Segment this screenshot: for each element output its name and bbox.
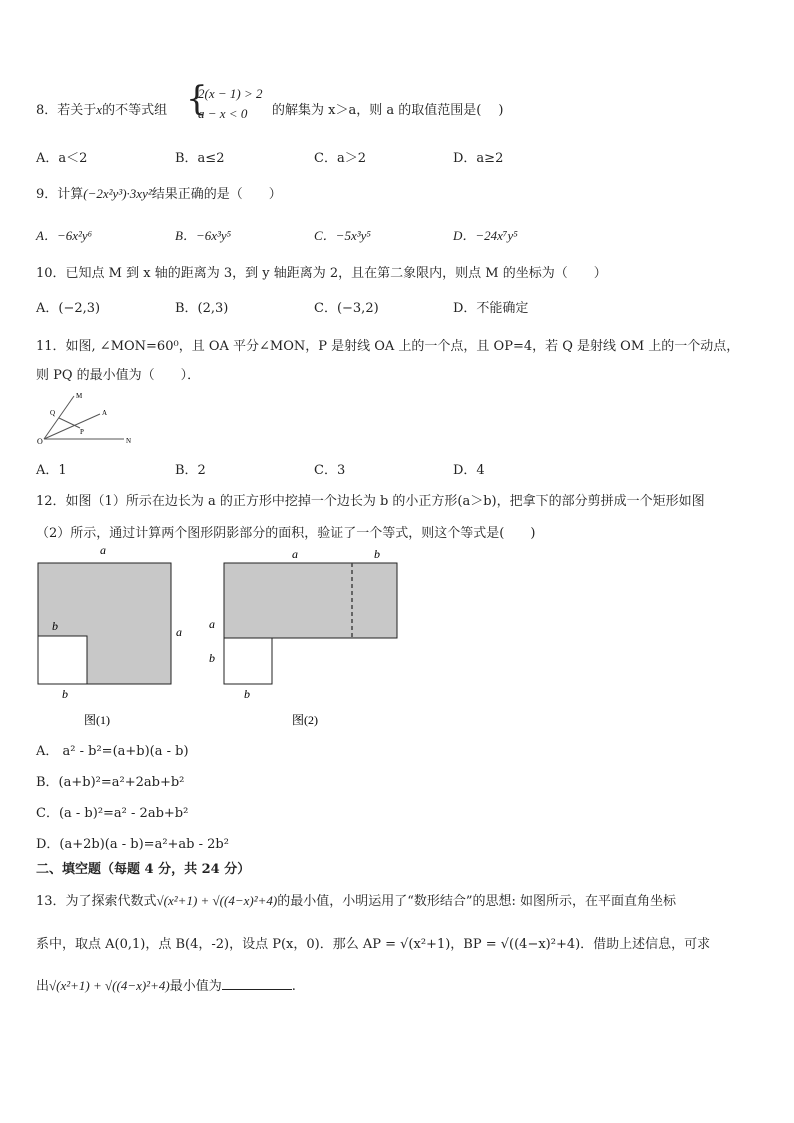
q8-eq2: a − x < 0 (198, 106, 248, 121)
fig2-label-top-a: a (292, 547, 298, 561)
fig1-caption: 图(1) (84, 713, 110, 727)
label-p: P (80, 428, 84, 436)
label-n: N (126, 437, 132, 445)
q12-figure-2 (200, 542, 410, 732)
q12-line2: （2）所示，通过计算两个图形阴影部分的面积，验证了一个等式，则这个等式是( ) (36, 526, 536, 541)
q8-brace: { (186, 79, 208, 119)
q12-line1: 12．如图（1）所示在边长为 a 的正方形中挖掉一个边长为 b 的小正方形(a＞b)，把拿下的部分剪拼成一个矩形如图 (36, 494, 705, 509)
q12-option-b[interactable]: B．(a+b)²=a²+2ab+b² (36, 775, 185, 790)
fig1-label-top: a (100, 543, 106, 557)
q8-option-c[interactable]: C．a＞2 (314, 151, 366, 166)
q13-expr-3: √(x²+1) + √((4−x)²+4) (49, 978, 170, 993)
q8-stem-prefix: 8．若关于x的不等式组 (36, 102, 168, 118)
q13-expr-1: √(x²+1) + √((4−x)²+4) (156, 893, 278, 908)
q8-stem-suffix: 的解集为 x＞a，则 a 的取值范围是( ) (272, 103, 504, 118)
section-2-title: 二、填空题（每题 4 分，共 24 分） (36, 862, 251, 877)
label-a: A (102, 409, 108, 417)
q13-line3: 出√(x²+1) + √((4−x)²+4)最小值为 . (36, 978, 296, 994)
q11-line1: 11．如图, ∠MON=60⁰，且 OA 平分∠MON，P 是射线 OA 上的一个点，且 OP=4，若 Q 是射线 OM 上的一个动点， (36, 339, 740, 354)
q11-figure (36, 388, 136, 448)
fig2-label-bottom: b (244, 687, 250, 701)
fig2-caption: 图(2) (292, 713, 318, 727)
q10-option-a[interactable]: A．(−2,3) (36, 301, 101, 316)
fig2-small-square (224, 638, 272, 684)
q11-option-b[interactable]: B．2 (175, 463, 206, 478)
fig1-label-right: a (176, 625, 182, 639)
fig2-label-left-a: a (209, 617, 215, 631)
q11-option-d[interactable]: D．4 (453, 463, 485, 478)
q10-option-d[interactable]: D．不能确定 (453, 301, 529, 316)
fig2-shaded-rect (224, 563, 397, 638)
q9-stem: 9．计算(−2x²y³)·3xy²结果正确的是（ ） (36, 186, 282, 202)
q12-option-d[interactable]: D．(a+2b)(a - b)=a²+ab - 2b² (36, 837, 229, 852)
fig1-label-bottom: b (62, 687, 68, 701)
q9-option-c[interactable]: C．−5x³y⁵ (314, 228, 371, 243)
q9-option-b[interactable]: B．−6x³y⁵ (175, 228, 232, 243)
q13-answer-blank[interactable] (222, 977, 292, 990)
label-o: O (37, 437, 43, 446)
q13-line1: 13．为了探索代数式√(x²+1) + √((4−x)²+4)的最小值，小明运用了“数形结合”的思想: 如图所示，在平面直角坐标 (36, 893, 677, 909)
q10-option-c[interactable]: C．(−3,2) (314, 301, 379, 316)
fig1-label-inner: b (52, 619, 58, 633)
q10-stem: 10．已知点 M 到 x 轴的距离为 3，到 y 轴距离为 2，且在第二象限内，则点 M 的坐标为（ ） (36, 266, 607, 281)
q12-option-c[interactable]: C．(a - b)²=a² - 2ab+b² (36, 806, 189, 821)
fig2-label-left-b: b (209, 651, 215, 665)
q9-option-d[interactable]: D．−24x⁷y⁵ (453, 228, 518, 243)
q8-eq1: 2(x − 1) > 2 (198, 86, 263, 101)
q11-option-c[interactable]: C．3 (314, 463, 346, 478)
fig2-label-top-b: b (374, 547, 380, 561)
q9-option-a[interactable]: A．−6x²y⁶ (36, 228, 93, 243)
q8-option-d[interactable]: D．a≥2 (453, 151, 504, 166)
q11-line2: 则 PQ 的最小值为（ ）． (36, 368, 201, 383)
q8-system (198, 86, 262, 122)
q12-option-a[interactable]: A． a² - b²=(a+b)(a - b) (36, 744, 189, 759)
q12-figure-1 (30, 542, 200, 732)
fig1-small-square (38, 636, 87, 684)
label-q: Q (50, 409, 56, 417)
q13-line2: 系中，取点 A(0,1)，点 B(4，-2)，设点 P(x，0)．那么 AP = √(x²+1)，BP = √((4−x)²+4)．借助上述信息，可求 (36, 937, 711, 952)
q10-option-b[interactable]: B．(2,3) (175, 301, 229, 316)
label-m: M (76, 392, 83, 400)
segment-pq (59, 418, 80, 428)
q8-option-a[interactable]: A．a＜2 (36, 151, 88, 166)
q11-option-a[interactable]: A．1 (36, 463, 67, 478)
q9-expr: (−2x²y³)·3xy² (83, 186, 152, 201)
q8-option-b[interactable]: B．a≤2 (175, 151, 225, 166)
